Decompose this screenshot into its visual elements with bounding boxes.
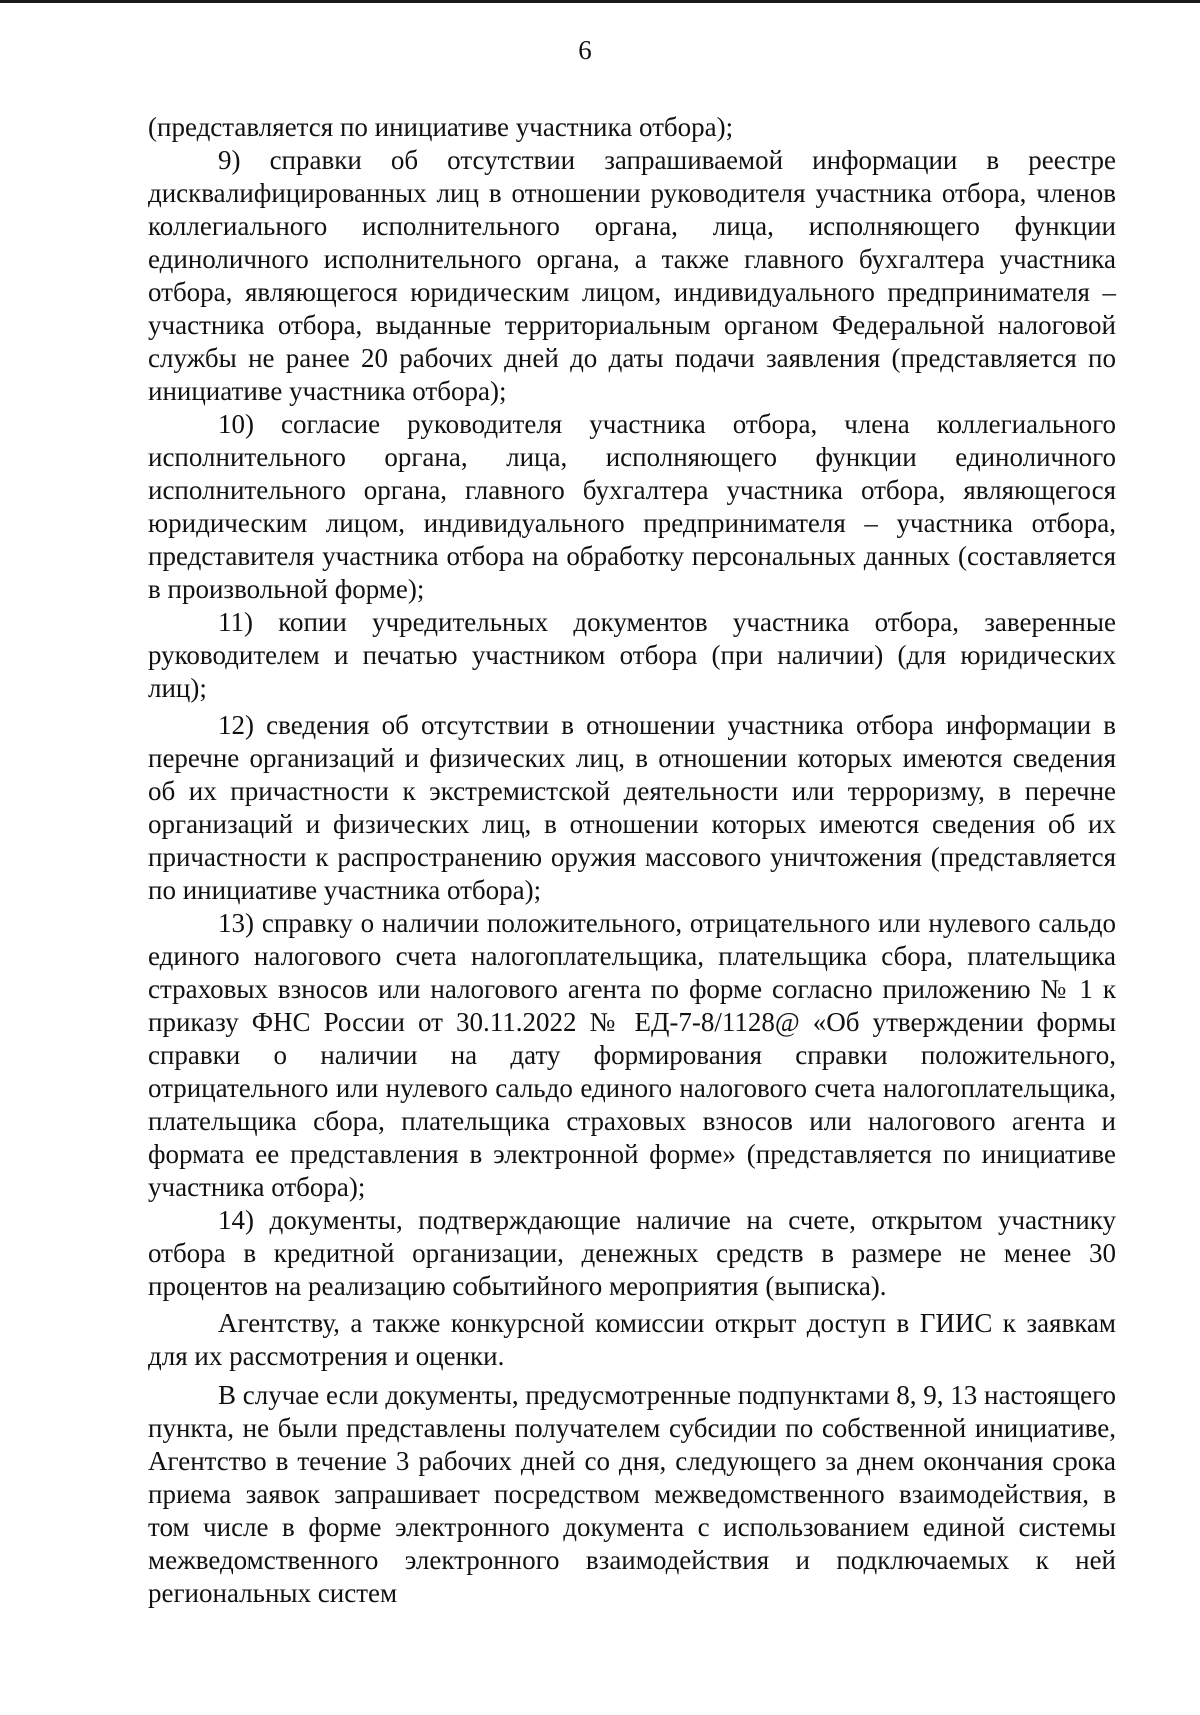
- document-body: [148, 111, 1116, 1610]
- paragraph-item-14: 14) документы, подтверждающие наличие на счете, открытом участнику отбора в кредитной организации, денежных средств в размере не менее 30 процентов на реализацию событийного мероприятия (выписка).: [148, 1205, 1116, 1301]
- paragraph-continuation: (представляется по инициативе участника отбора);: [148, 112, 734, 142]
- paragraph-item-10: 10) согласие руководителя участника отбора, члена коллегиального исполнительного органа, лица, исполняющего функции единоличного исполнительного органа, главного бухгалтера участника отбора, являющегося юридическим лицом, индивидуального предпринимателя – участника отбора, представителя участника отбора на обработку персональных данных (составляется в произвольной форме);: [148, 409, 1116, 604]
- paragraph-item-11: 11) копии учредительных документов участника отбора, заверенные руководителем и печатью участником отбора (при наличии) (для юридических лиц);: [148, 607, 1116, 703]
- paragraph-item-12: 12) сведения об отсутствии в отношении участника отбора информации в перечне организаций и физических лиц, в отношении которых имеются сведения об их причастности к экстремистской деятельности или терроризму, в перечне организаций и физических лиц, в отношении которых имеются сведения об их причастности к распространению оружия массового уничтожения (представляется по инициативе участника отбора);: [148, 710, 1116, 905]
- paragraph-interagency-request: В случае если документы, предусмотренные подпунктами 8, 9, 13 настоящего пункта, не были представлены получателем субсидии по собственной инициативе, Агентство в течение 3 рабочих дней со дня, следующего за днем окончания срока приема заявок запрашивает посредством межведомственного взаимодействия, в том числе в форме электронного документа с использованием единой системы межведомственного электронного взаимодействия и подключаемых к ней региональных систем: [148, 1380, 1116, 1608]
- top-border-line: [0, 0, 1200, 3]
- paragraph-agency-access: Агентству, а также конкурсной комиссии открыт доступ в ГИИС к заявкам для их рассмотрения и оценки.: [148, 1308, 1116, 1371]
- paragraph-item-13: 13) справку о наличии положительного, отрицательного или нулевого сальдо единого налогового счета налогоплательщика, плательщика сбора, плательщика страховых взносов или налогового агента по форме согласно приложению № 1 к приказу ФНС России от 30.11.2022 № ЕД-7-8/1128@ «Об утверждении формы справки о наличии на дату формирования справки положительного, отрицательного или нулевого сальдо единого налогового счета налогоплательщика, плательщика сбора, плательщика страховых взносов или налогового агента и формата ее представления в электронной форме» (представляется по инициативе участника отбора);: [148, 908, 1116, 1202]
- paragraph-item-9: 9) справки об отсутствии запрашиваемой информации в реестре дисквалифицированных лиц в отношении руководителя участника отбора, членов коллегиального исполнительного органа, лица, исполняющего функции единоличного исполнительного органа, а также главного бухгалтера участника отбора, являющегося юридическим лицом, индивидуального предпринимателя – участника отбора, выданные территориальным органом Федеральной налоговой службы не ранее 20 рабочих дней до даты подачи заявления (представляется по инициативе участника отбора);: [148, 145, 1116, 406]
- page-number: 6: [578, 35, 592, 65]
